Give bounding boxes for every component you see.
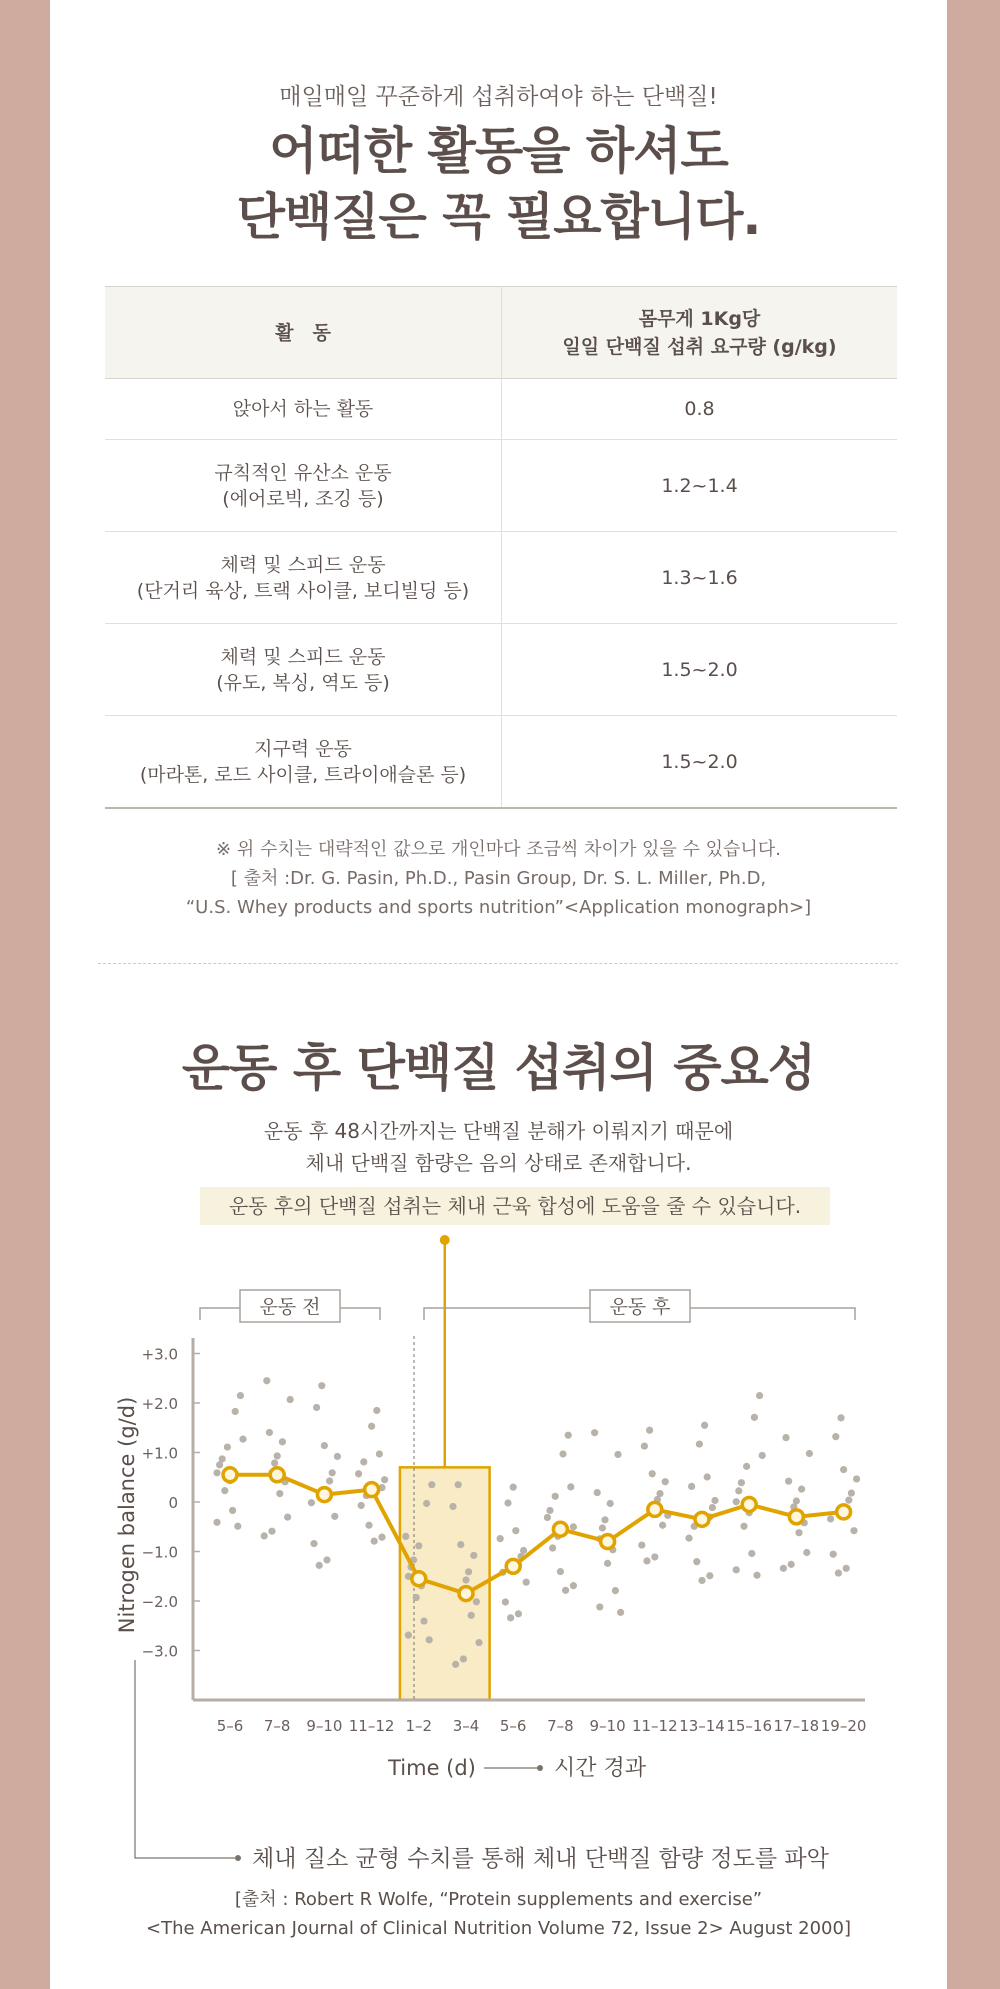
scatter-point — [659, 1522, 666, 1529]
scatter-point — [316, 1562, 323, 1569]
y-tick-label: 0 — [168, 1494, 178, 1512]
mean-marker — [412, 1572, 426, 1586]
scatter-point — [358, 1502, 365, 1509]
value-cell: 1.2~1.4 — [502, 440, 898, 532]
x-tick-label: 5–6 — [499, 1717, 527, 1735]
scatter-point — [738, 1479, 745, 1486]
scatter-point — [711, 1497, 718, 1504]
scatter-point — [321, 1442, 328, 1449]
after-label: 운동 후 — [609, 1296, 671, 1318]
scatter-point — [696, 1440, 703, 1447]
scatter-point — [845, 1497, 852, 1504]
activity-line2: (단거리 육상, 트랙 사이클, 보디빌딩 등) — [136, 579, 470, 602]
scatter-point — [759, 1452, 766, 1459]
scatter-point — [848, 1489, 855, 1496]
scatter-point — [428, 1481, 435, 1488]
mean-marker — [459, 1587, 473, 1601]
scatter-point — [355, 1470, 362, 1477]
activity-line2: (유도, 복싱, 역도 등) — [216, 671, 390, 694]
scatter-point — [276, 1490, 283, 1497]
chart-source-caption — [50, 1885, 947, 1943]
scatter-point — [701, 1422, 708, 1429]
scatter-point — [830, 1551, 837, 1558]
scatter-point — [515, 1610, 522, 1617]
value-cell: 1.5~2.0 — [502, 716, 898, 809]
scatter-point — [638, 1541, 645, 1548]
x-tick-label: 3–4 — [452, 1717, 480, 1735]
time-arrow-dot — [537, 1765, 543, 1771]
scatter-point — [310, 1540, 317, 1547]
col-requirement-header-line1: 몸무게 1Kg당 — [638, 307, 761, 330]
scatter-point — [371, 1538, 378, 1545]
scatter-point — [706, 1572, 713, 1579]
x-tick-label: 5–6 — [216, 1717, 244, 1735]
scatter-point — [402, 1533, 409, 1540]
scatter-point — [413, 1594, 420, 1601]
scatter-point — [274, 1452, 281, 1459]
scatter-point — [213, 1469, 220, 1476]
scatter-point — [743, 1463, 750, 1470]
scatter-point — [688, 1483, 695, 1490]
x-tick-label: 1–2 — [405, 1717, 433, 1735]
activity-line1: 체력 및 스피드 운동 — [220, 645, 386, 668]
scatter-point — [557, 1568, 564, 1575]
y-tick-label: −1.0 — [141, 1543, 178, 1562]
page — [50, 0, 947, 1989]
scatter-point — [423, 1500, 430, 1507]
mean-marker — [742, 1497, 756, 1511]
scatter-point — [365, 1522, 372, 1529]
mean-marker — [837, 1505, 851, 1519]
scatter-point — [837, 1414, 844, 1421]
scatter-point — [462, 1576, 469, 1583]
scatter-point — [806, 1450, 813, 1457]
scatter-point — [733, 1566, 740, 1573]
scatter-point — [221, 1487, 228, 1494]
scatter-point — [475, 1639, 482, 1646]
scatter-point — [643, 1557, 650, 1564]
scatter-point — [224, 1443, 231, 1450]
scatter-point — [562, 1587, 569, 1594]
scatter-point — [662, 1478, 669, 1485]
scatter-point — [827, 1515, 834, 1522]
mean-marker — [223, 1468, 237, 1482]
scatter-point — [612, 1587, 619, 1594]
value-cell: 1.3~1.6 — [502, 532, 898, 624]
scatter-point — [567, 1483, 574, 1490]
scatter-point — [733, 1498, 740, 1505]
scatter-point — [452, 1661, 459, 1668]
x-tick-label: 9–10 — [589, 1717, 626, 1735]
x-tick-label: 11–12 — [348, 1717, 395, 1735]
caption-line1: [출처 : Robert R Wolfe, “Protein supplements and exercise” — [234, 1889, 763, 1910]
x-tick-label: 19–20 — [820, 1717, 867, 1735]
scatter-point — [373, 1407, 380, 1414]
scatter-point — [329, 1469, 336, 1476]
subheading: 매일매일 꾸준하게 섭취하여야 하는 단백질! — [279, 84, 718, 110]
activity-line1: 규칙적인 유산소 운동 — [214, 461, 392, 484]
scatter-point — [594, 1489, 601, 1496]
scatter-point — [232, 1408, 239, 1415]
scatter-points — [213, 1377, 860, 1668]
scatter-point — [465, 1568, 472, 1575]
scatter-point — [843, 1565, 850, 1572]
scatter-point — [544, 1514, 551, 1521]
scatter-point — [239, 1436, 246, 1443]
mean-markers — [223, 1468, 851, 1601]
x-tick-label: 7–8 — [263, 1717, 291, 1735]
mean-marker — [506, 1559, 520, 1573]
scatter-point — [709, 1504, 716, 1511]
scatter-point — [607, 1500, 614, 1507]
scatter-point — [326, 1477, 333, 1484]
scatter-point — [788, 1561, 795, 1568]
scatter-point — [323, 1556, 330, 1563]
scatter-point — [313, 1404, 320, 1411]
balance-callout-line — [135, 1660, 235, 1858]
scatter-point — [832, 1433, 839, 1440]
scatter-point — [853, 1475, 860, 1482]
scatter-point — [334, 1453, 341, 1460]
scatter-point — [234, 1523, 241, 1530]
scatter-point — [502, 1598, 509, 1605]
scatter-point — [546, 1507, 553, 1514]
scatter-point — [415, 1542, 422, 1549]
y-tick-label: −2.0 — [141, 1593, 178, 1611]
scatter-point — [279, 1438, 286, 1445]
scatter-point — [552, 1493, 559, 1500]
activity-line1: 체력 및 스피드 운동 — [220, 553, 386, 576]
scatter-point — [559, 1450, 566, 1457]
scatter-point — [308, 1499, 315, 1506]
scatter-point — [318, 1382, 325, 1389]
mean-marker — [553, 1522, 567, 1536]
balance-note: 체내 질소 균형 수치를 통해 체내 단백질 함량 정도를 파악 — [252, 1846, 829, 1872]
y-tick-label: −3.0 — [141, 1642, 178, 1661]
mean-marker — [601, 1535, 615, 1549]
x-axis-label: Time (d) — [388, 1756, 476, 1780]
scatter-point — [646, 1427, 653, 1434]
scatter-point — [331, 1513, 338, 1520]
mean-marker — [365, 1483, 379, 1497]
heading-line-1: 어떠한 활동을 하셔도 — [269, 122, 728, 180]
desc-line2: 체내 단백질 함량은 음의 상태로 존재합니다. — [305, 1151, 692, 1175]
scatter-point — [617, 1609, 624, 1616]
balance-callout-dot — [235, 1855, 241, 1861]
scatter-point — [449, 1503, 456, 1510]
section2-title: 운동 후 단백질 섭취의 중요성 — [181, 1039, 816, 1097]
scatter-point — [753, 1572, 760, 1579]
scatter-point — [549, 1544, 556, 1551]
scatter-point — [780, 1565, 787, 1572]
activity-line1: 지구력 운동 — [254, 737, 352, 760]
x-tick-label: 11–12 — [631, 1717, 678, 1735]
scatter-point — [803, 1549, 810, 1556]
scatter-point — [261, 1532, 268, 1539]
y-tick-label: +2.0 — [141, 1395, 178, 1413]
mean-marker — [648, 1502, 662, 1516]
scatter-point — [570, 1582, 577, 1589]
scatter-point — [266, 1429, 273, 1436]
scatter-point — [756, 1392, 763, 1399]
activity-line1: 앉아서 하는 활동 — [232, 398, 374, 420]
mean-marker — [789, 1510, 803, 1524]
scatter-point — [596, 1603, 603, 1610]
scatter-point — [213, 1519, 220, 1526]
before-label: 운동 전 — [259, 1296, 321, 1318]
scatter-point — [504, 1499, 511, 1506]
scatter-point — [405, 1632, 412, 1639]
desc-line1: 운동 후 48시간까지는 단백질 분해가 이뤄지기 때문에 — [263, 1119, 734, 1143]
scatter-point — [641, 1442, 648, 1449]
scatter-point — [751, 1414, 758, 1421]
scatter-point — [748, 1550, 755, 1557]
scatter-point — [420, 1617, 427, 1624]
scatter-point — [651, 1553, 658, 1560]
highlight-banner: 운동 후의 단백질 섭취는 체내 근육 합성에 도움을 줄 수 있습니다. — [200, 1187, 830, 1225]
y-tick-label: +3.0 — [141, 1345, 178, 1364]
scatter-point — [850, 1527, 857, 1534]
col-requirement-header-line2: 일일 단백질 섭취 요구량 (g/kg) — [562, 335, 837, 358]
highlight-pointer-dot — [440, 1235, 450, 1245]
scatter-point — [381, 1476, 388, 1483]
scatter-point — [601, 1516, 608, 1523]
scatter-point — [510, 1484, 517, 1491]
scatter-point — [591, 1429, 598, 1436]
value-cell: 0.8 — [502, 379, 898, 440]
scatter-point — [835, 1569, 842, 1576]
scatter-point — [565, 1432, 572, 1439]
scatter-point — [604, 1560, 611, 1567]
scatter-point — [455, 1481, 462, 1488]
mean-marker — [695, 1512, 709, 1526]
scatter-point — [649, 1470, 656, 1477]
scatter-point — [470, 1552, 477, 1559]
scatter-point — [785, 1478, 792, 1485]
scatter-point — [497, 1535, 504, 1542]
activity-line2: (마라톤, 로드 사이클, 트라이애슬론 등) — [139, 763, 467, 786]
scatter-point — [473, 1598, 480, 1605]
scatter-point — [378, 1534, 385, 1541]
scatter-point — [457, 1541, 464, 1548]
scatter-point — [271, 1459, 278, 1466]
scatter-point — [507, 1614, 514, 1621]
scatter-point — [570, 1523, 577, 1530]
scatter-point — [287, 1396, 294, 1403]
x-tick-label: 17–18 — [773, 1717, 820, 1735]
caption-line2: <The American Journal of Clinical Nutrition Volume 72, Issue 2> August 2000] — [146, 1918, 851, 1939]
value-cell: 1.5~2.0 — [502, 624, 898, 716]
x-tick-label: 15–16 — [726, 1717, 773, 1735]
activity-line2: (에어로빅, 조깅 등) — [222, 487, 384, 510]
note-line1: ※ 위 수치는 대략적인 값으로 개인마다 조금씩 차이가 있을 수 있습니다. — [216, 839, 781, 860]
scatter-point — [468, 1612, 475, 1619]
scatter-point — [268, 1528, 275, 1535]
scatter-point — [740, 1523, 747, 1530]
note-line3: “U.S. Whey products and sports nutrition”<Application monograph>] — [185, 897, 812, 918]
x-ticks — [217, 1717, 867, 1735]
scatter-point — [704, 1473, 711, 1480]
scatter-point — [698, 1577, 705, 1584]
scatter-point — [284, 1513, 291, 1520]
scatter-point — [693, 1558, 700, 1565]
scatter-point — [614, 1451, 621, 1458]
x-tick-label: 7–8 — [547, 1717, 574, 1735]
scatter-point — [782, 1434, 789, 1441]
scatter-point — [360, 1458, 367, 1465]
mean-marker — [270, 1468, 284, 1482]
scatter-point — [735, 1487, 742, 1494]
y-tick-label: +1.0 — [141, 1444, 178, 1463]
y-axis-label: Nitrogen balance (g/d) — [115, 1396, 139, 1634]
scatter-point — [376, 1450, 383, 1457]
scatter-point — [237, 1392, 244, 1399]
y-ticks — [142, 1346, 200, 1661]
scatter-point — [798, 1486, 805, 1493]
col-activity-header: 활 동 — [105, 287, 502, 379]
x-tick-label: 9–10 — [306, 1717, 343, 1735]
time-note: 시간 경과 — [554, 1756, 647, 1781]
scatter-point — [840, 1466, 847, 1473]
scatter-point — [523, 1579, 530, 1586]
scatter-point — [460, 1655, 467, 1662]
scatter-point — [685, 1535, 692, 1542]
scatter-point — [368, 1423, 375, 1430]
scatter-point — [426, 1636, 433, 1643]
nitrogen-balance-chart — [50, 0, 947, 1989]
scatter-point — [216, 1461, 223, 1468]
mean-marker — [317, 1488, 331, 1502]
scatter-point — [229, 1507, 236, 1514]
x-tick-label: 13–14 — [679, 1717, 725, 1735]
scatter-point — [599, 1524, 606, 1531]
note-line2: [ 출처 :Dr. G. Pasin, Ph.D., Pasin Group, Dr. S. L. Miller, Ph.D, — [230, 868, 767, 889]
scatter-point — [512, 1527, 519, 1534]
heading-line-2: 단백질은 꼭 필요합니다. — [236, 188, 761, 246]
scatter-point — [263, 1377, 270, 1384]
scatter-point — [795, 1529, 802, 1536]
